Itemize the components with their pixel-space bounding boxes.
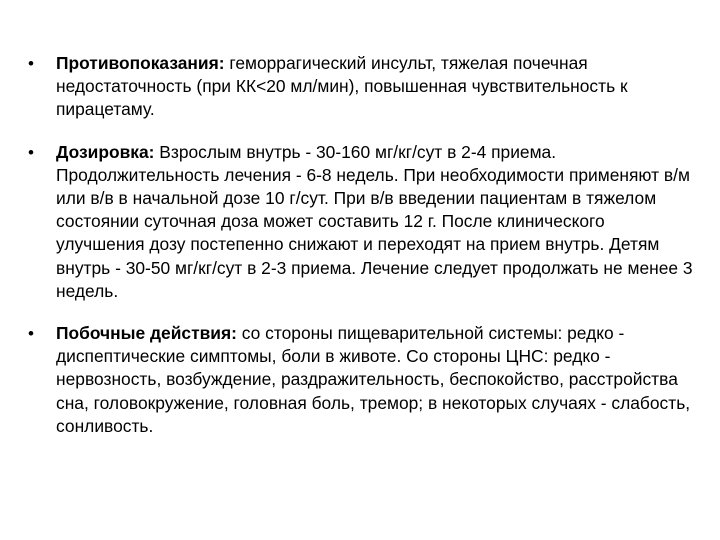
bullet-term-contraindications: Противопоказания: <box>56 53 225 73</box>
bullet-icon: • <box>28 142 34 162</box>
bullet-item-dosage <box>28 141 696 303</box>
bullet-text-side-effects: со стороны пищеварительной системы: редко - диспептические симптомы, боли в животе. Со стороны ЦНС: редко - нервозность, возбуждение, раздражительность, беспокойство, расстройства сна, головокружение, головная боль, тремор; в некоторых случаях - слабость, сонливость. <box>56 323 691 436</box>
bullet-text-dosage: Взрослым внутрь - 30-160 мг/кг/сут в 2-4 приема. Продолжительность лечения - 6-8 недель. При необходимости применяют в/м или в/в в начальной дозе 10 г/сут. При в/в введении пациентам в тяжелом состоянии суточная доза может составить 12 г. После клинического улучшения дозу постепенно снижают и переходят на прием внутрь. Детям внутрь - 30-50 мг/кг/сут в 2-3 приема. Лечение следует продолжать не менее 3 недель. <box>56 141 693 301</box>
bullet-term-dosage: Дозировка: <box>56 141 155 162</box>
bullet-item-side-effects <box>28 322 696 438</box>
bullet-icon: • <box>28 324 34 344</box>
bullet-icon: • <box>28 54 34 73</box>
bullet-list <box>28 52 696 438</box>
bullet-item-contraindications <box>28 52 696 122</box>
bullet-term-side-effects: Побочные действия: <box>56 323 237 344</box>
bullet-text-contraindications: геморрагический инсульт, тяжелая почечная недостаточность (при КК<20 мл/мин), повышенная чувствительность к пирацетаму. <box>56 53 628 120</box>
